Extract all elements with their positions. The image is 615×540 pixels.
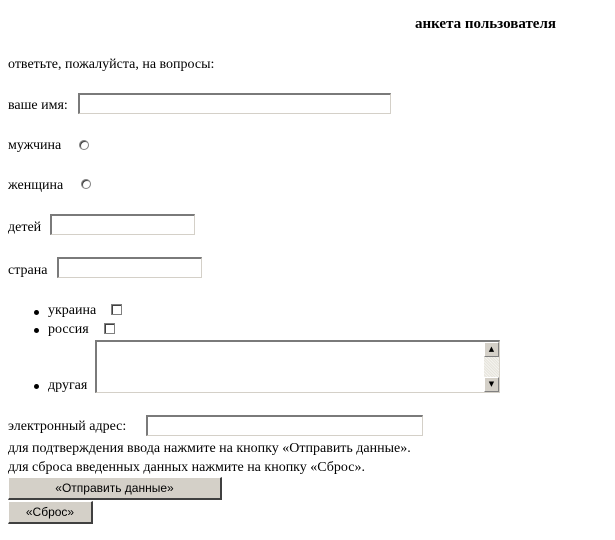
textarea-scrollbar[interactable] (484, 342, 499, 392)
name-label: ваше имя: (8, 98, 68, 113)
list-bullet (34, 328, 39, 333)
form-title: анкета пользователя (415, 16, 556, 32)
male-label: мужчина (8, 138, 62, 153)
ukraine-label: украина (48, 303, 97, 318)
male-radio[interactable] (79, 140, 89, 150)
email-label: электронный адрес: (8, 419, 127, 434)
children-label: детей (8, 220, 42, 235)
russia-label: россия (48, 322, 89, 337)
ukraine-checkbox[interactable] (111, 304, 122, 315)
reset-hint-text: для сброса введенных данных нажмите на кнопку «Сброс». (8, 460, 365, 475)
scroll-down-arrow-icon[interactable]: ▼ (484, 377, 499, 392)
female-label: женщина (8, 178, 64, 193)
other-country-textarea[interactable] (95, 340, 500, 393)
email-input[interactable] (146, 415, 423, 436)
scroll-up-arrow-icon[interactable]: ▲ (484, 342, 499, 357)
list-bullet (34, 384, 39, 389)
country-input[interactable] (57, 257, 202, 278)
intro-text: ответьте, пожалуйста, на вопросы: (8, 57, 215, 72)
other-label: другая (48, 378, 88, 393)
reset-button[interactable]: «Сброс» (8, 501, 93, 524)
children-input[interactable] (50, 214, 195, 235)
russia-checkbox[interactable] (104, 323, 115, 334)
name-input[interactable] (78, 93, 391, 114)
female-radio[interactable] (81, 179, 91, 189)
country-label: страна (8, 263, 48, 278)
submit-hint-text: для подтверждения ввода нажмите на кнопку «Отправить данные». (8, 441, 411, 456)
submit-button[interactable]: «Отправить данные» (8, 477, 222, 500)
list-bullet (34, 310, 39, 315)
